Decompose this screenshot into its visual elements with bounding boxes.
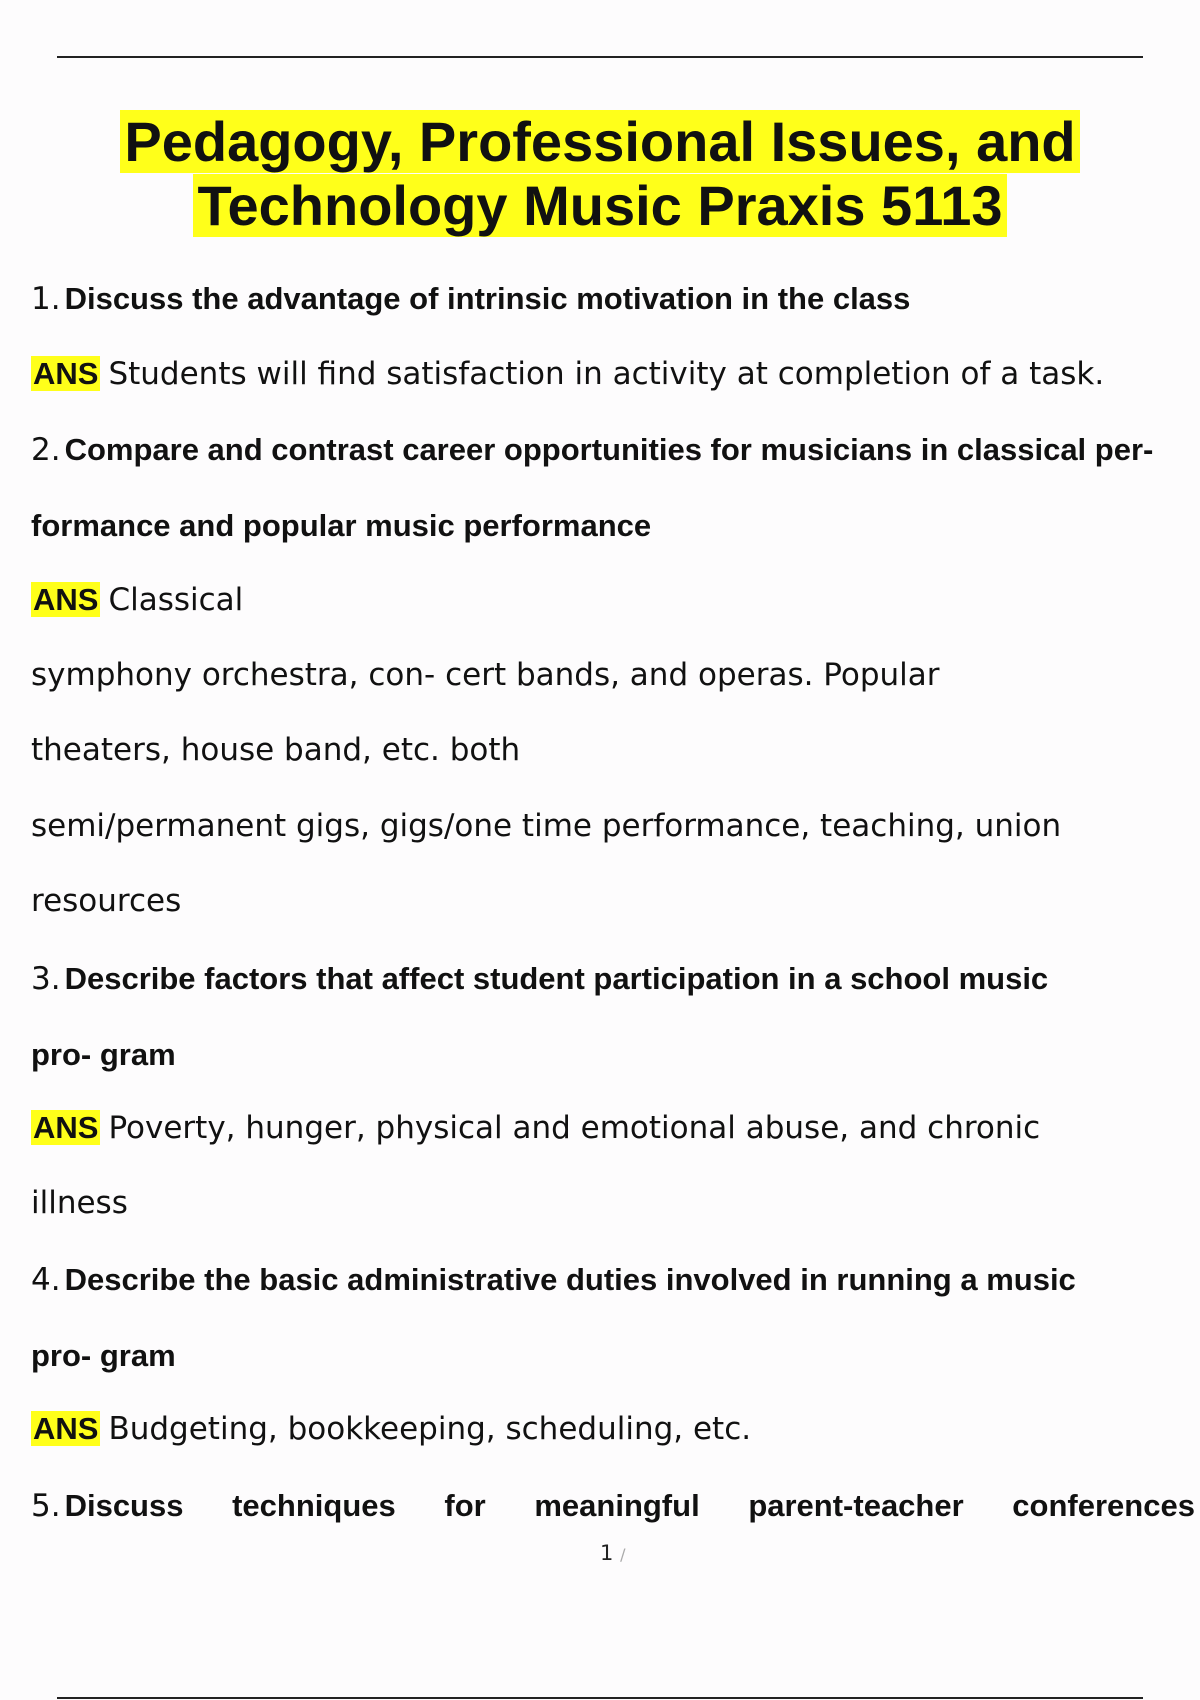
question-number: 5. <box>31 1488 61 1524</box>
question-5 <box>31 1488 1195 1524</box>
question-word: techniques <box>232 1488 396 1523</box>
answer-4 <box>31 1411 751 1447</box>
answer-2-line: semi/permanent gigs, gigs/one time performance, teaching, union <box>31 808 1062 844</box>
answer-text: Classical <box>108 582 244 618</box>
question-text: pro- gram <box>31 1037 176 1072</box>
answer-2 <box>31 582 243 618</box>
page-footer <box>600 1541 625 1565</box>
page-number: 1 <box>600 1541 614 1565</box>
top-rule <box>57 56 1143 58</box>
question-word: for <box>444 1488 486 1523</box>
page-separator: / <box>620 1545 626 1564</box>
answer-text: Students will find satisfaction in activity at completion of a task. <box>108 356 1105 392</box>
question-3 <box>31 961 1048 997</box>
question-number: 1. <box>31 281 61 317</box>
answer-text: Budgeting, bookkeeping, scheduling, etc. <box>108 1411 752 1447</box>
question-4 <box>31 1262 1076 1298</box>
ans-label: ANS <box>33 1110 99 1145</box>
question-number: 2. <box>31 432 61 468</box>
question-word: parent-teacher <box>748 1488 964 1523</box>
question-number: 3. <box>31 961 61 997</box>
question-text: Discuss <box>64 1488 184 1523</box>
title-line-1: Pedagogy, Professional Issues, and <box>120 110 1079 173</box>
question-2-continued <box>31 508 651 544</box>
title-line-2: Technology Music Praxis 5113 <box>193 174 1006 237</box>
question-text: formance and popular music performance <box>31 508 652 543</box>
answer-text: Poverty, hunger, physical and emotional abuse, and chronic <box>108 1110 1041 1146</box>
question-text: Describe the basic administrative duties involved in running a music <box>64 1262 1076 1297</box>
answer-2-line: theaters, house band, etc. both <box>31 732 521 768</box>
bottom-rule <box>57 1697 1143 1699</box>
question-3-continued <box>31 1037 176 1073</box>
question-2 <box>31 432 1153 468</box>
question-text: Discuss the advantage of intrinsic motivation in the class <box>64 281 911 316</box>
question-4-continued <box>31 1338 176 1374</box>
question-word: conferences <box>1012 1488 1195 1523</box>
answer-3-line: illness <box>31 1185 128 1221</box>
question-word <box>31 1488 183 1524</box>
question-text: pro- gram <box>31 1338 176 1373</box>
question-text: Compare and contrast career opportunities for musicians in classical per- <box>64 432 1154 467</box>
answer-1 <box>31 356 1104 392</box>
ans-label: ANS <box>33 582 99 617</box>
answer-2-line: resources <box>31 883 182 919</box>
question-1 <box>31 281 910 317</box>
document-title <box>0 110 1200 238</box>
answer-3 <box>31 1110 1040 1146</box>
question-text: Describe factors that affect student participation in a school music <box>64 961 1049 996</box>
question-number: 4. <box>31 1262 61 1298</box>
ans-label: ANS <box>33 356 99 391</box>
answer-2-line: symphony orchestra, con- cert bands, and operas. Popular <box>31 657 940 693</box>
question-word: meaningful <box>534 1488 700 1523</box>
ans-label: ANS <box>33 1411 99 1446</box>
